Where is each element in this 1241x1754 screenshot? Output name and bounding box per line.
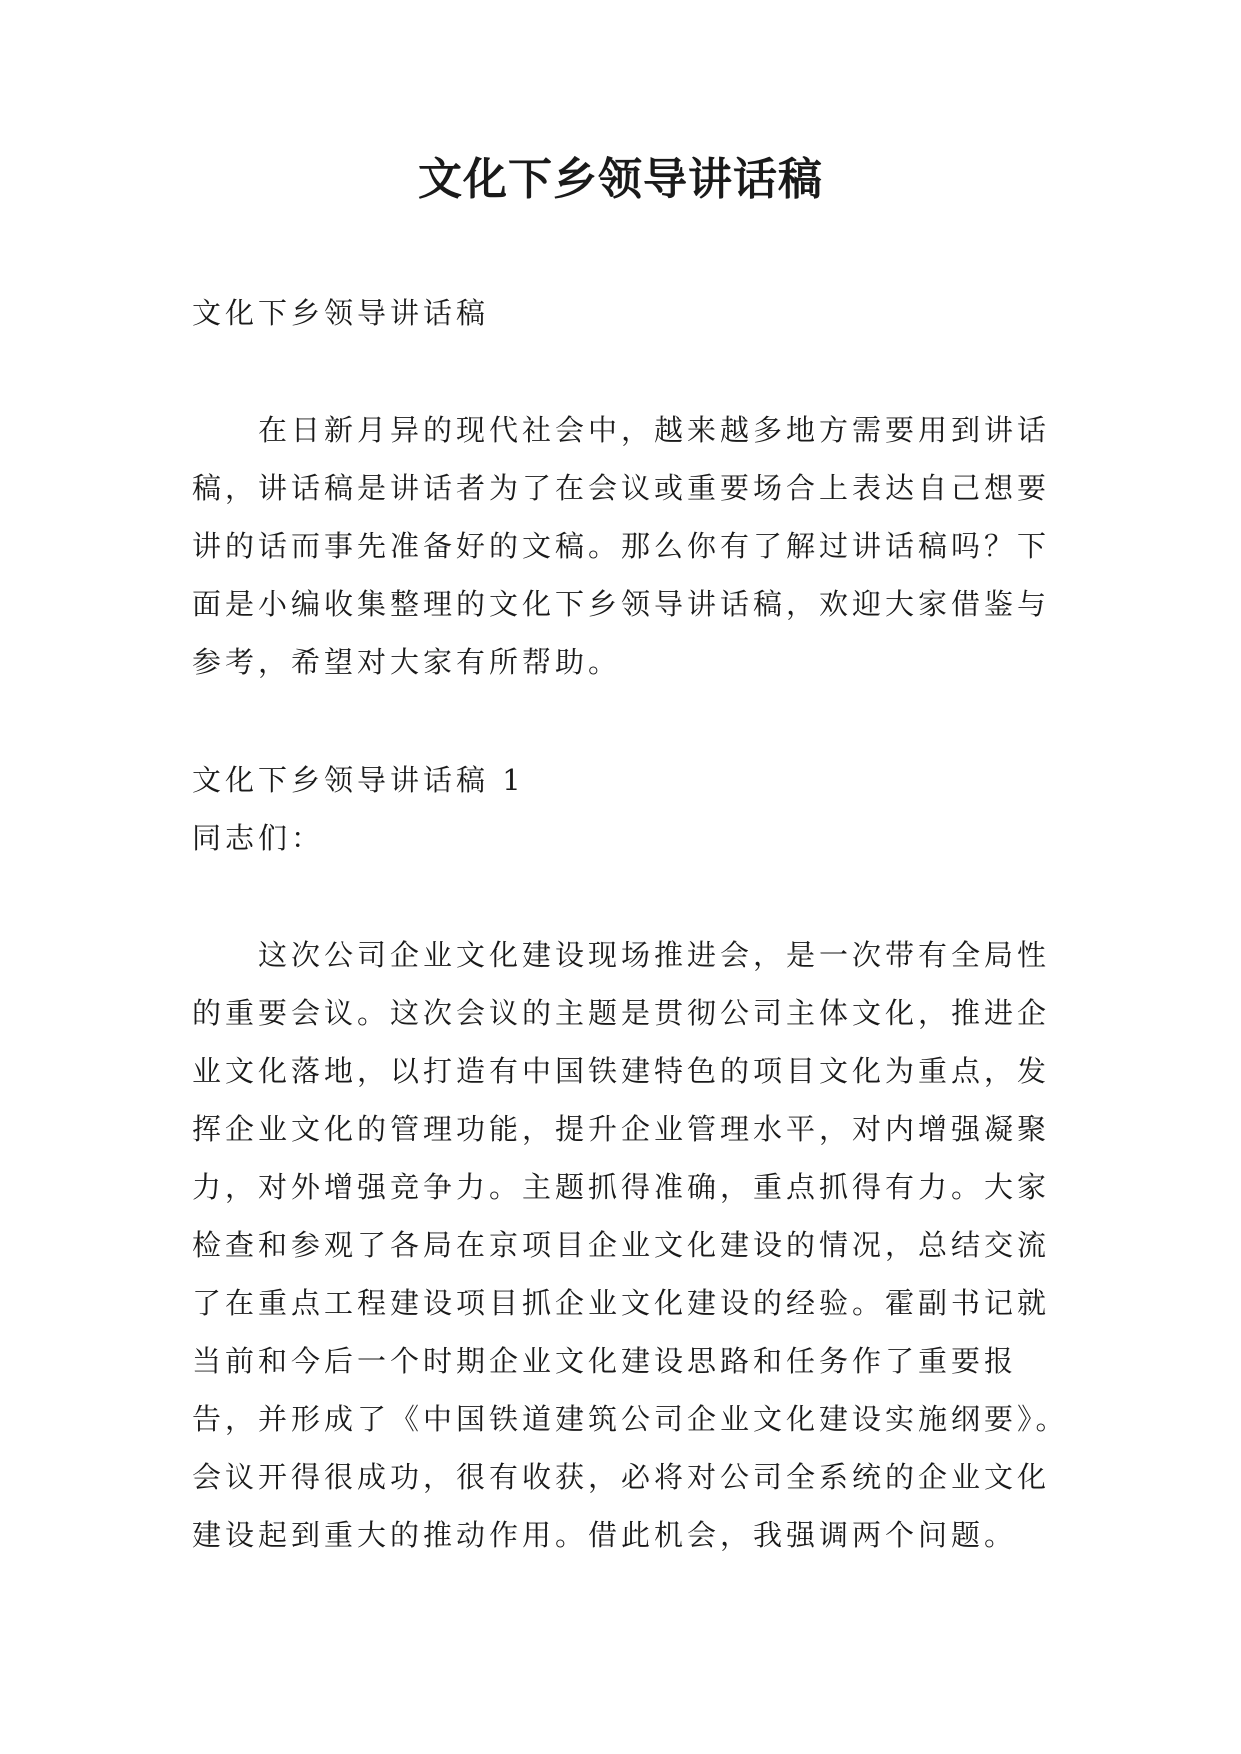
body-line: 的重要会议。这次会议的主题是贯彻公司主体文化，推进企 [192,996,1051,1030]
document-title: 文化下乡领导讲话稿 [418,154,823,205]
intro-line: 参考，希望对大家有所帮助。 [192,645,622,679]
intro-line: 面是小编收集整理的文化下乡领导讲话稿，欢迎大家借鉴与 [192,587,1051,621]
intro-line: 在日新月异的现代社会中，越来越多地方需要用到讲话 [258,413,1051,447]
intro-line: 讲的话而事先准备好的文稿。那么你有了解过讲话稿吗？下 [192,529,1051,563]
intro-paragraph [192,401,1062,691]
intro-line: 稿，讲话稿是讲话者为了在会议或重要场合上表达自己想要 [192,471,1051,505]
body-line: 业文化落地，以打造有中国铁建特色的项目文化为重点，发 [192,1054,1051,1088]
body-line: 建设起到重大的推动作用。借此机会，我强调两个问题。 [192,1518,1018,1552]
speech-body-paragraph [192,926,1069,1564]
speech-header [192,751,1062,867]
subtitle-text: 文化下乡领导讲话稿 [192,296,490,330]
body-line: 告，并形成了《中国铁道建筑公司企业文化建设实施纲要》。 [192,1402,1069,1436]
body-line: 这次公司企业文化建设现场推进会，是一次带有全局性 [258,938,1051,972]
body-line: 会议开得很成功，很有收获，必将对公司全系统的企业文化 [192,1460,1051,1494]
document-subtitle [192,284,1062,342]
body-line: 力，对外增强竞争力。主题抓得准确，重点抓得有力。大家 [192,1170,1051,1204]
salutation: 同志们： [192,821,325,855]
body-line: 当前和今后一个时期企业文化建设思路和任务作了重要报 [192,1344,1018,1378]
body-line: 了在重点工程建设项目抓企业文化建设的经验。霍副书记就 [192,1286,1051,1320]
body-line: 检查和参观了各局在京项目企业文化建设的情况，总结交流 [192,1228,1051,1262]
body-line: 挥企业文化的管理功能，提升企业管理水平，对内增强凝聚 [192,1112,1051,1146]
section-heading: 文化下乡领导讲话稿 1 [192,763,525,797]
